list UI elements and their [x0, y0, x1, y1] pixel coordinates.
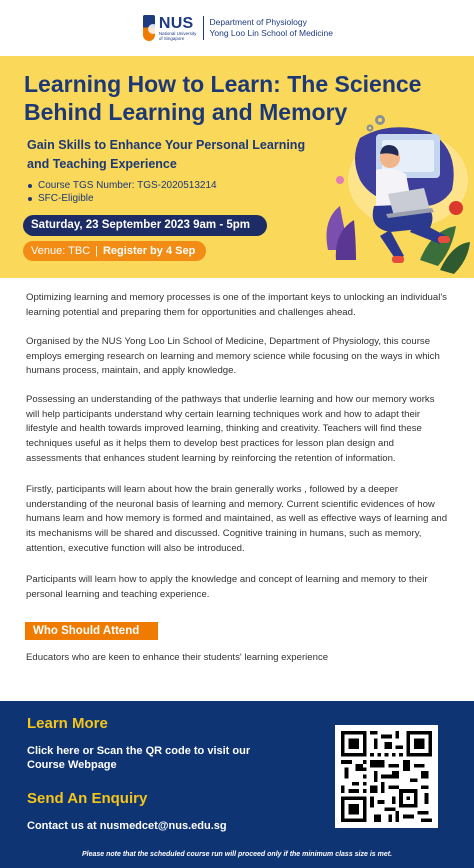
nus-logo — [143, 10, 333, 46]
school-name: Yong Loo Lin School of Medicine — [209, 28, 333, 38]
sfc-eligible: SFC-Eligible — [28, 192, 217, 205]
organiser-paragraph: Organised by the NUS Yong Loo Lin School of Medicine, Department of Physiology, this course employs emerging research on learning and memory science while focusing on the ways in which humans process, maintain, and apply knowledge. — [26, 336, 440, 377]
venue-separator: | — [95, 245, 98, 257]
venue-text: Venue: TBC — [31, 245, 91, 257]
venue-badge — [23, 241, 206, 261]
target-audience-text: Educators who are keen to enhance their students' learning experience — [26, 652, 329, 663]
enquiry-heading: Send An Enquiry — [27, 790, 148, 807]
register-deadline: Register by 4 Sep — [102, 245, 196, 257]
date-time-badge: Saturday, 23 September 2023 9am - 5pm — [23, 215, 267, 236]
hero-banner — [0, 56, 474, 278]
logo-text: NUS — [158, 14, 194, 32]
content-paragraph: Firstly, participants will learn about how the brain generally works , followed by a deeper understanding of the neuronal basis of learning and memory. Current scientific evidences of how humans learn and how memory is formed and maintained, as well as effective ways of learning and its mechanisms will be shared and discussed. Cognitive training in humans, such as memory, attention, executive function will also be introduced. — [26, 484, 448, 554]
course-info-list — [28, 179, 217, 205]
qr-code[interactable] — [335, 725, 438, 828]
pathways-paragraph: Possessing an understanding of the pathways that underlie learning and how our memory works will help participants understand why certain learning techniques work and how to adapt their lifestyle and health towards improved learning, thinking and creativity. Teachers will find these techniques useful as it helps them to develop best practices for lesson plan design and assessments that enhances student learning by reinforcing the retention of information. — [26, 394, 435, 464]
learn-more-heading: Learn More — [27, 715, 108, 732]
header — [0, 0, 474, 56]
gear-icon — [367, 115, 386, 132]
logo-divider — [203, 16, 204, 40]
course-webpage-link[interactable]: Click here or Scan the QR code to visit our Course Webpage — [27, 745, 251, 771]
department-name: Department of Physiology — [209, 17, 307, 27]
contact-email-link[interactable]: Contact us at nusmedcet@nus.edu.sg — [27, 820, 227, 832]
footer — [0, 701, 474, 868]
person-with-laptop-illustration — [320, 110, 470, 278]
course-title: Learning How to Learn: The Science Behind Learning and Memory — [24, 71, 422, 125]
intro-paragraph: Optimizing learning and memory processes is one of the important keys to unlocking an individual's learning potential and preparing them for opportunities and challenges ahead. — [26, 292, 447, 318]
nus-crest-icon — [143, 15, 155, 41]
qr-code-icon — [341, 731, 432, 822]
course-tgs-number: Course TGS Number: TGS-2020513214 — [28, 179, 217, 192]
outcome-paragraph: Participants will learn how to apply the knowledge and concept of learning and memory to their personal learning and teaching experience. — [26, 574, 428, 600]
who-should-attend-heading: Who Should Attend — [25, 622, 158, 640]
course-subtitle: Gain Skills to Enhance Your Personal Learning and Teaching Experience — [27, 138, 306, 171]
logo-subtext: National University of Singapore — [158, 30, 197, 41]
minimum-class-size-note: Please note that the scheduled course run will proceed only if the minimum class size is met. — [81, 851, 393, 858]
